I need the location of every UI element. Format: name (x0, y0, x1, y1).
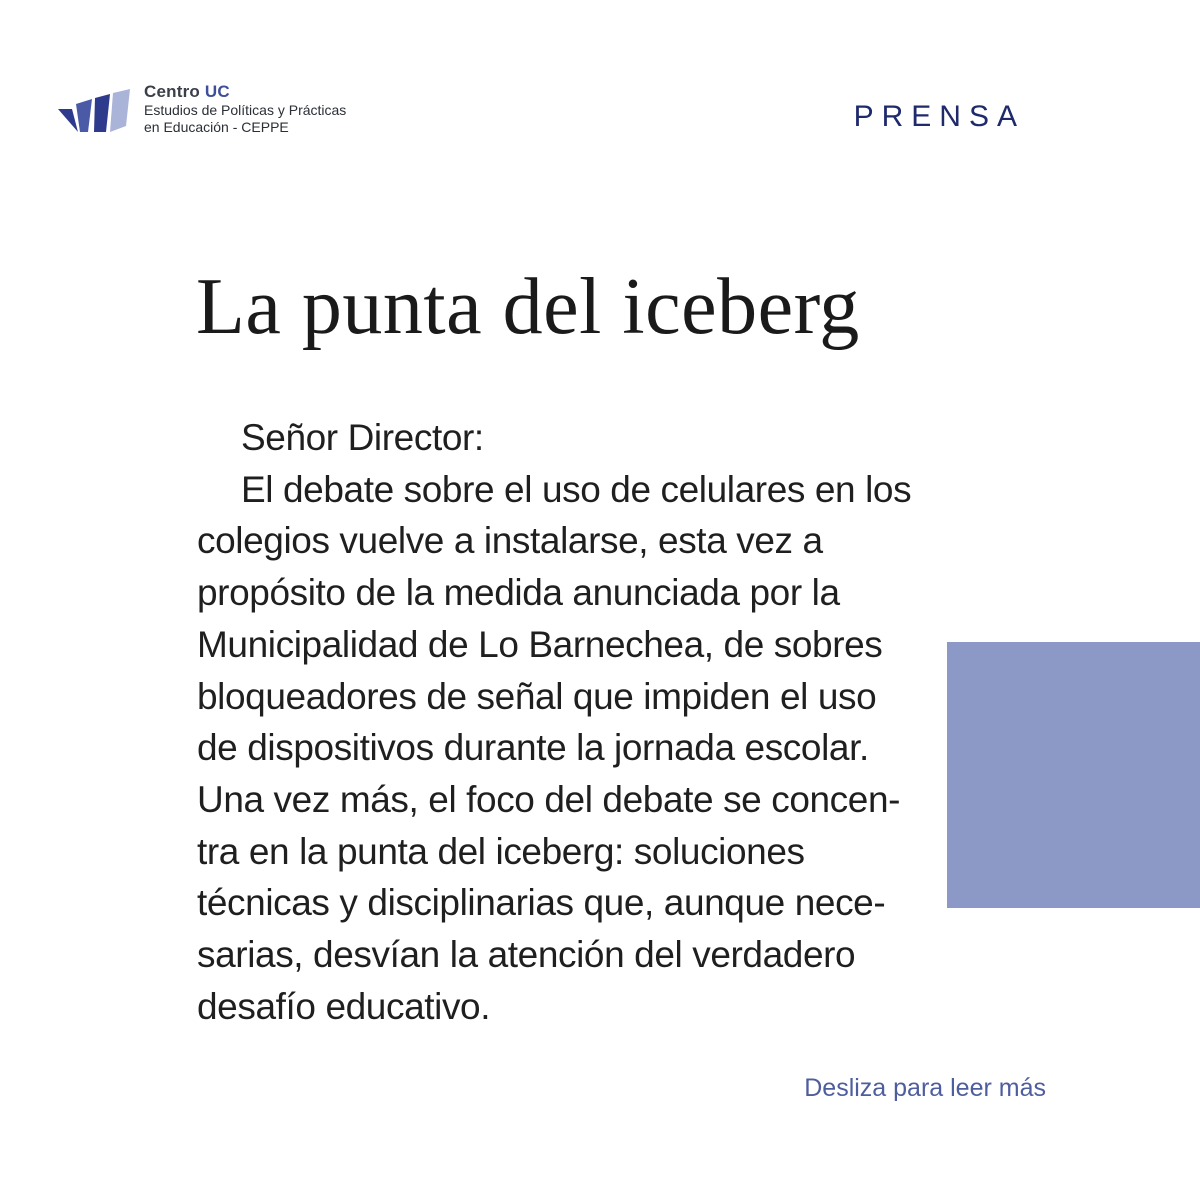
article-line: Una vez más, el foco del debate se concen- (197, 778, 901, 820)
section-label: PRENSA (853, 100, 1025, 133)
swipe-hint[interactable]: Desliza para leer más (804, 1074, 1046, 1102)
article-line: propósito de la medida anunciada por la (197, 572, 840, 614)
article-line: técnicas y disciplinarias que, aunque nece- (197, 882, 886, 924)
article-line: El debate sobre el uso de celulares en los (241, 468, 912, 510)
article-headline: La punta del iceberg (196, 263, 860, 351)
article-line: bloqueadores de señal que impiden el uso (197, 675, 877, 717)
decorative-accent-block (947, 642, 1200, 908)
brand-subtitle-line1: Estudios de Políticas y Prácticas (144, 102, 347, 118)
ceppe-logo-icon (58, 86, 132, 132)
article-line: sarias, desvían la atención del verdadero (197, 934, 856, 976)
brand-subtitle-line2: en Educación - CEPPE (144, 119, 289, 135)
article-line: desafío educativo. (197, 985, 491, 1027)
article-line: tra en la punta del iceberg: soluciones (197, 830, 805, 872)
article-line: Municipalidad de Lo Barnechea, de sobres (197, 623, 883, 665)
article-line: Señor Director: (241, 417, 484, 458)
brand-title: Centro UC (144, 82, 230, 101)
brand-logo (58, 82, 378, 142)
article-body (197, 412, 957, 1032)
article-line: colegios vuelve a instalarse, esta vez a (197, 520, 823, 562)
article-line: de dispositivos durante la jornada escolar. (197, 727, 869, 769)
